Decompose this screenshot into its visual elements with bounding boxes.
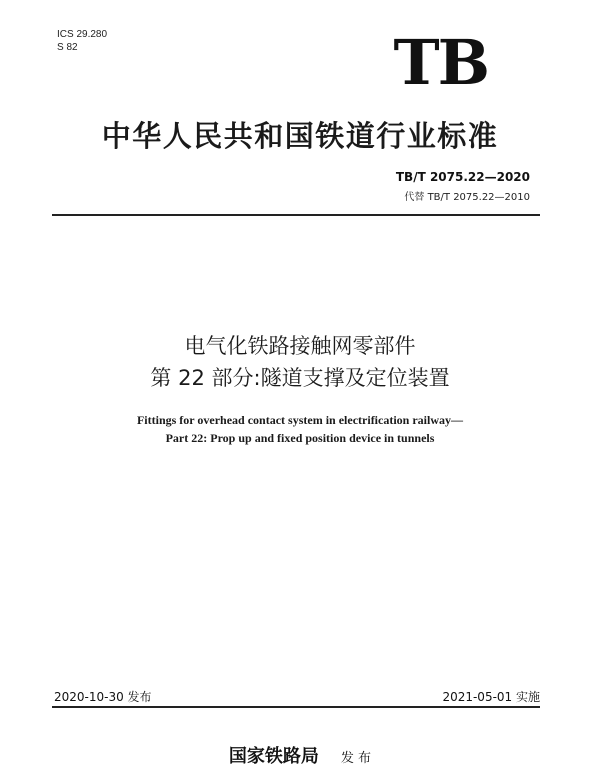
replaces-standard: 代替 TB/T 2075.22—2010 xyxy=(404,192,530,203)
ics-code: ICS 29.280 xyxy=(57,29,108,40)
implementation-date: 2021-05-01 实施 xyxy=(442,690,540,704)
tb-logo: TB xyxy=(393,26,488,99)
ccs-code: S 82 xyxy=(57,42,78,53)
classification-codes xyxy=(57,28,107,54)
publisher-name: 国家铁路局 xyxy=(228,746,319,767)
publisher-suffix: 发 布 xyxy=(340,751,372,766)
bottom-divider xyxy=(52,706,540,708)
english-title-line1: Fittings for overhead contact system in electrification railway— xyxy=(136,413,464,427)
chinese-title-line2: 第 22 部分:隧道支撑及定位装置 xyxy=(150,366,450,390)
english-title-line2: Part 22: Prop up and fixed position device in tunnels xyxy=(165,431,435,445)
issue-date: 2020-10-30 发布 xyxy=(54,690,152,704)
standard-number: TB/T 2075.22—2020 xyxy=(395,170,530,184)
top-divider xyxy=(52,214,540,216)
chinese-title-line1: 电气化铁路接触网零部件 xyxy=(184,334,416,358)
org-title: 中华人民共和国铁道行业标准 xyxy=(101,119,499,153)
publisher xyxy=(0,742,600,768)
